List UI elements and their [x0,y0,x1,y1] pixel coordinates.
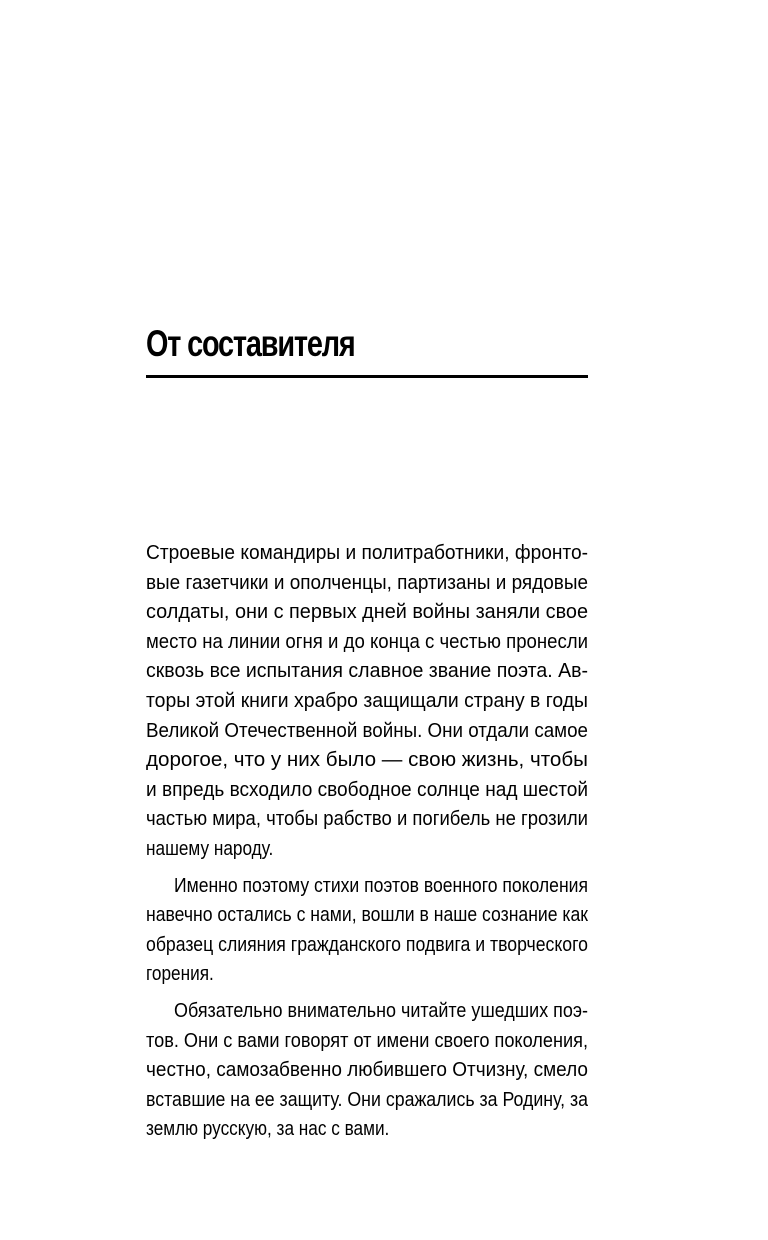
text-line: навечно остались с нами, вошли в наше сознание как [146,904,589,927]
text-line: вставшие на ее защиту. Они сражались за Родину, за [146,1088,589,1111]
paragraph-1 [146,539,588,865]
text-line: солдаты, они с первых дней войны заняли свое [146,601,589,624]
body-text [146,539,588,1145]
text-line: Великой Отечественной войны. Они отдали самое [146,719,588,742]
text-line: образец слияния гражданского подвига и творческого [146,933,589,956]
text-line: место на линии огня и до конца с честью пронесли [146,630,589,653]
text-line: нашему народу. [146,837,274,860]
paragraph-2 [146,872,588,990]
text-line: Именно поэтому стихи поэтов военного поколения [174,874,588,897]
text-line: тов. Они с вами говорят от имени своего поколения, [146,1029,588,1052]
text-line: Строевые командиры и политработники, фронто- [146,542,588,564]
text-line: и впредь всходило свободное солнце над шестой [146,778,589,801]
text-line: честно, самозабвенно любившего Отчизну, смело [146,1059,588,1082]
text-line: частью мира, чтобы рабство и погибель не грозили [146,808,589,831]
text-line: дорогое, что у них было — свою жизнь, чтобы [146,749,588,772]
text-line: вые газетчики и ополченцы, партизаны и рядовые [146,571,588,594]
text-line: Обязательно внимательно читайте ушедших поэ- [174,999,589,1022]
text-line: горения. [146,963,214,986]
text-line: сквозь все испытания славное звание поэта. Ав- [146,660,589,683]
title-underline [146,375,588,378]
page-title: От составителя [146,323,355,364]
text-line: землю русскую, за нас с вами. [146,1118,390,1141]
text-line: торы этой книги храбро защищали страну в годы [146,689,588,712]
paragraph-3 [146,997,588,1145]
